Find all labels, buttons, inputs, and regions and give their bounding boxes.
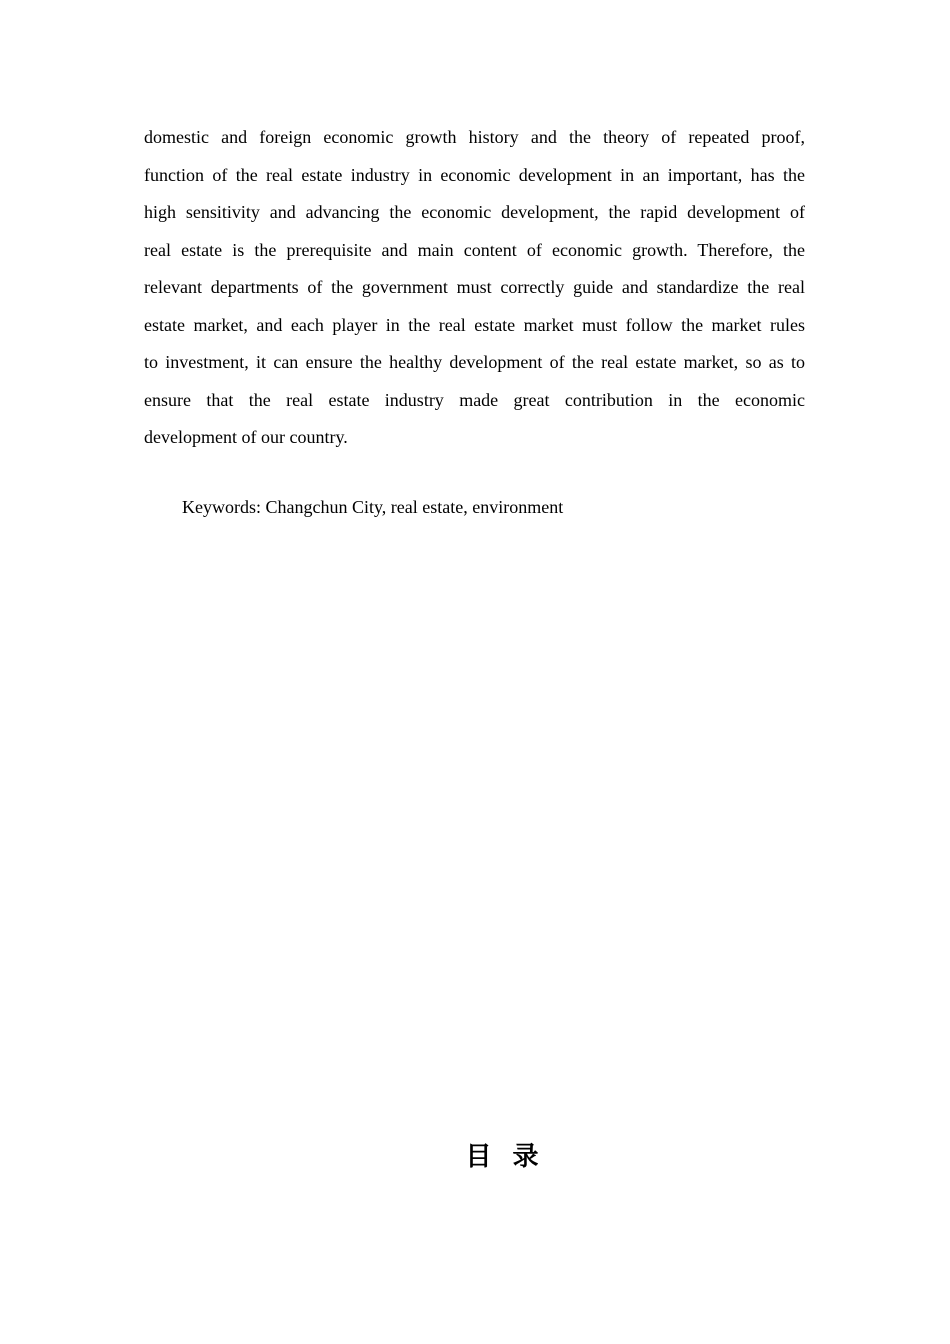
abstract-line: ensure that the real estate industry made great contribution in the economic xyxy=(144,389,805,410)
abstract-paragraph xyxy=(144,119,805,457)
abstract-line: high sensitivity and advancing the economic development, the rapid development of xyxy=(144,202,805,222)
abstract-line: relevant departments of the government must correctly guide and standardize the real xyxy=(144,277,805,297)
abstract-line: to investment, it can ensure the healthy development of the real estate market, so as to xyxy=(144,352,805,372)
keywords-line: Keywords: Changchun City, real estate, environment xyxy=(182,497,564,517)
abstract-line: real estate is the prerequisite and main content of economic growth. Therefore, the xyxy=(144,239,805,260)
abstract-line: development of our country. xyxy=(144,427,348,447)
abstract-line: estate market, and each player in the real estate market must follow the market rules xyxy=(144,314,805,335)
table-of-contents-heading: 目 录 xyxy=(465,1142,545,1172)
abstract-line: domestic and foreign economic growth history and the theory of repeated proof, xyxy=(144,127,805,147)
abstract-line: function of the real estate industry in economic development in an important, has the xyxy=(144,164,805,185)
